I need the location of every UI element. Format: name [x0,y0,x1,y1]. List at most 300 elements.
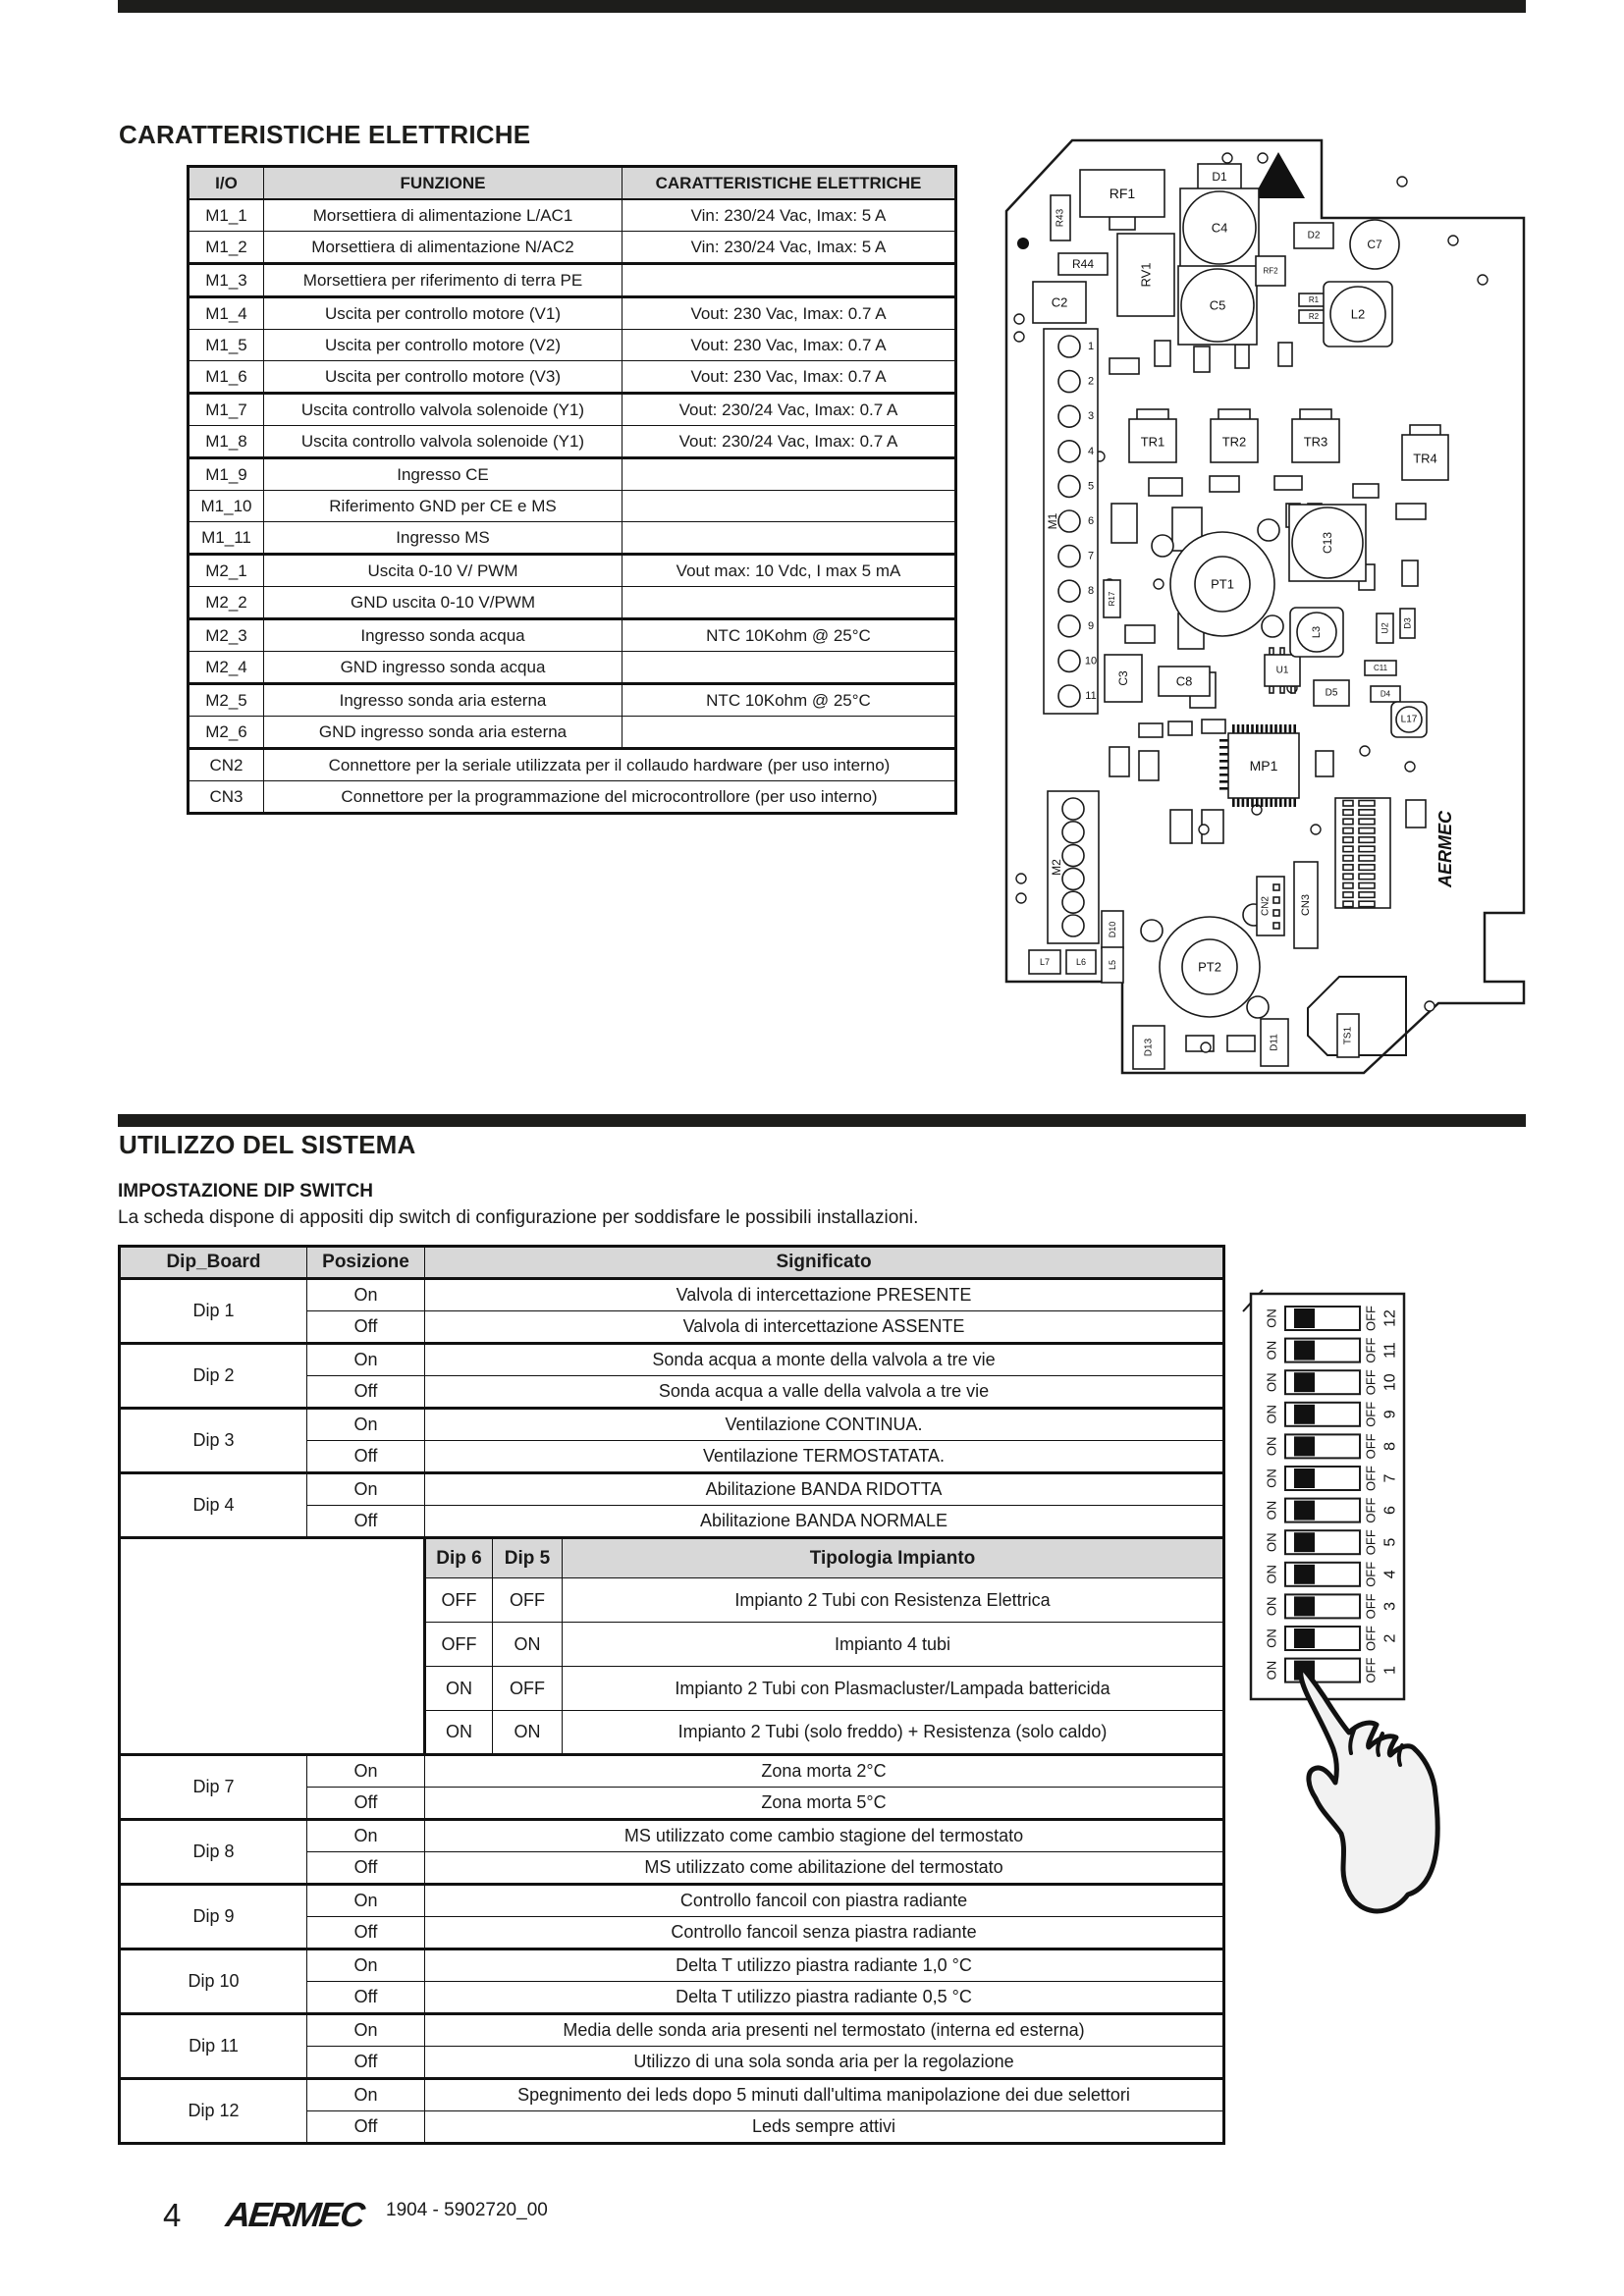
page-number: 4 [163,2197,182,2233]
significato-off-cell: MS utilizzato come abilitazione del termostato [425,1852,1224,1885]
board-pad [1210,476,1239,492]
table1-row [189,619,956,652]
tipologia-value-cell: Impianto 2 Tubi (solo freddo) + Resistenza (solo caldo) [563,1711,1224,1755]
dip-on-label: ON [1264,1308,1279,1328]
significato-off-cell: Zona morta 5°C [425,1788,1224,1820]
dip-label-cell: Dip 8 [120,1820,307,1885]
table1-row [189,199,956,232]
dip-on-label: ON [1264,1436,1279,1457]
tipologia-value-cell: Impianto 2 Tubi con Resistenza Elettrica [563,1578,1224,1623]
board-via [1199,825,1209,834]
posizione-off-cell: Off [307,1982,425,2014]
board-label-D2: D2 [1307,230,1321,241]
dip-label-cell: Dip 11 [120,2014,307,2079]
board-component-M2 [1048,791,1099,943]
board-label-M2: M2 [1050,859,1063,876]
dip-group-row [120,1473,1224,1506]
board-via [1405,762,1415,772]
board-component-CN3 [1294,862,1318,948]
significato-on-cell: Valvola di intercettazione PRESENTE [425,1279,1224,1311]
posizione-on-cell: On [307,2079,425,2111]
funzione-span-cell: Connettore per la programmazione del microcontrollore (per uso interno) [264,781,956,814]
board-label-RF2: RF2 [1263,266,1278,276]
board-label-R2: R2 [1308,312,1320,321]
board-pad [1406,800,1426,828]
dip-knob [1294,1436,1315,1456]
table1-header-io: I/O [189,167,264,200]
caratteristiche-cell: Vout: 230 Vac, Imax: 0.7 A [623,330,956,361]
table1-row [189,717,956,749]
table1-header-row [189,167,956,200]
board-component-C8 [1159,667,1210,696]
posizione-off-cell: Off [307,1506,425,1538]
board-component-RV1 [1117,234,1174,316]
table1-row [189,361,956,394]
significato-off-cell: Ventilazione TERMOSTATATA. [425,1441,1224,1473]
io-cell: M2_3 [189,619,264,652]
board-via [1311,825,1321,834]
dip-on-label: ON [1264,1468,1279,1488]
dip-knob [1294,1596,1315,1616]
caratteristiche-cell [623,717,956,749]
table1-row [189,684,956,717]
dip-number-label: 2 [1381,1633,1399,1643]
dip-knob [1294,1565,1315,1584]
board-label-C8: C8 [1175,673,1193,689]
board-via [1360,746,1370,756]
board-label-8: 8 [1087,585,1095,598]
posizione-off-cell: Off [307,1376,425,1409]
board-label-D5: D5 [1325,687,1338,699]
caratteristiche-cell [623,652,956,684]
caratteristiche-cell [623,458,956,491]
dip-number-label: 10 [1381,1373,1399,1392]
board-pad [1110,216,1135,230]
board-component-CN2 [1257,877,1284,935]
significato-header: Significato [425,1247,1224,1279]
tipologia-header: Tipologia Impianto [563,1538,1224,1578]
dip6-value-cell: OFF [425,1578,493,1623]
board-component-L6 [1066,950,1096,974]
caratteristiche-cell [623,264,956,297]
board-component-R17 [1104,580,1120,617]
posizione-off-cell: Off [307,1441,425,1473]
document-code: 1904 - 5902720_00 [386,2200,548,2220]
board-via [1478,275,1488,285]
board-component-D2 [1294,223,1333,248]
dip5-value-cell: ON [493,1623,563,1667]
dip-on-label: ON [1264,1500,1279,1521]
dip-number-label: 4 [1381,1570,1399,1579]
subtable-left-empty-cell [120,1538,425,1755]
board-component-C2 [1033,282,1086,323]
dip-label-cell: Dip 3 [120,1409,307,1473]
board-pad [1125,625,1155,643]
hand-outline [1301,1667,1438,1911]
board-label-L2: L2 [1350,306,1366,322]
board-label-4: 4 [1087,445,1095,457]
posizione-off-cell: Off [307,1852,425,1885]
board-component-R43 [1051,195,1070,240]
board-via [1222,153,1232,163]
dip-group-row [120,2079,1224,2111]
board-label-C5: C5 [1209,297,1226,313]
funzione-cell: GND ingresso sonda acqua [264,652,623,684]
table1-row [189,652,956,684]
funzione-cell: Morsettiera di alimentazione L/AC1 [264,199,623,232]
board-component-RF1 [1080,170,1164,217]
funzione-cell: Uscita per controllo motore (V2) [264,330,623,361]
funzione-cell: Riferimento GND per CE e MS [264,491,623,522]
board-pad [1110,747,1129,776]
dip-number-label: 9 [1381,1410,1399,1419]
posizione-header: Posizione [307,1247,425,1279]
board-label-C3: C3 [1116,670,1130,686]
board-pad [1396,504,1426,519]
board-via [1016,874,1026,883]
dip-group-row [120,1949,1224,1982]
caratteristiche-cell: Vin: 230/24 Vac, Imax: 5 A [623,199,956,232]
board-component-L17 [1391,702,1427,737]
board-label-D11: D11 [1269,1034,1280,1051]
dip-off-label: OFF [1363,1433,1379,1460]
board-label-U2: U2 [1380,622,1390,634]
dip-on-label: ON [1264,1629,1279,1648]
board-label-CN2: CN2 [1260,895,1272,917]
io-cell: M1_8 [189,426,264,458]
funzione-cell: Uscita controllo valvola solenoide (Y1) [264,426,623,458]
significato-on-cell: Abilitazione BANDA RIDOTTA [425,1473,1224,1506]
dip6-header: Dip 6 [425,1538,493,1578]
significato-off-cell: Controllo fancoil senza piastra radiante [425,1917,1224,1949]
io-cell: M2_1 [189,555,264,587]
board-component-C3 [1105,655,1142,702]
board-component-M1 [1044,329,1098,714]
board-pad [1235,345,1249,368]
board-label-R1: R1 [1308,295,1320,304]
significato-off-cell: Valvola di intercettazione ASSENTE [425,1311,1224,1344]
dip-off-label: OFF [1363,1497,1379,1523]
dip-label-cell: Dip 7 [120,1755,307,1820]
board-component-D4 [1371,686,1400,702]
board-component-C5 [1178,266,1257,345]
board-label-L17: L17 [1400,714,1418,725]
dip-off-label: OFF [1363,1561,1379,1587]
board-label-CN3: CN3 [1300,893,1312,917]
posizione-off-cell: Off [307,1917,425,1949]
board-component-C13 [1289,505,1366,581]
dip-knob [1294,1308,1315,1328]
posizione-on-cell: On [307,1344,425,1376]
caratteristiche-cell: Vin: 230/24 Vac, Imax: 5 A [623,232,956,264]
dip-label-cell: Dip 4 [120,1473,307,1538]
board-component-TS1 [1337,1014,1359,1057]
board-pad [1149,478,1182,496]
dip-switch-table [118,1245,1225,2145]
dip-number-label: 5 [1381,1537,1399,1547]
subtable-header-row [120,1538,1224,1578]
table1-row [189,555,956,587]
board-pad [1274,476,1302,490]
dip-knob [1294,1405,1315,1424]
dip-number-label: 3 [1381,1601,1399,1611]
io-cell: M1_2 [189,232,264,264]
board-component-L5 [1102,947,1123,983]
board-label-TR1: TR1 [1140,434,1165,450]
dip-off-label: OFF [1363,1626,1379,1651]
caratteristiche-cell: NTC 10Kohm @ 25°C [623,684,956,717]
board-component-D13 [1133,1026,1164,1069]
board-pad [1402,561,1418,586]
board-pad [1139,751,1159,780]
board-component-L3 [1290,608,1343,657]
board-label-MP1: MP1 [1249,758,1278,774]
dip-number-label: 1 [1381,1666,1399,1676]
significato-off-cell: Utilizzo di una sola sonda aria per la regolazione [425,2047,1224,2079]
table1-header-funzione: FUNZIONE [264,167,623,200]
dip-group-row [120,1344,1224,1376]
board-via [1201,1042,1211,1052]
board-label-TR3: TR3 [1303,434,1328,450]
caratteristiche-cell: Vout max: 10 Vdc, I max 5 mA [623,555,956,587]
board-label-TR2: TR2 [1221,434,1247,450]
board-via [1154,579,1164,589]
significato-off-cell: Abilitazione BANDA NORMALE [425,1506,1224,1538]
table1-row [189,749,956,781]
board-pad [1194,347,1210,372]
board-label-L3: L3 [1311,625,1323,639]
dip-knob [1294,1501,1315,1521]
table1-row [189,426,956,458]
board-label-RV1: RV1 [1138,262,1154,288]
dip6-value-cell: ON [425,1711,493,1755]
io-cell: M1_7 [189,394,264,426]
board-via [1014,332,1024,342]
table1-row [189,458,956,491]
aermec-logo: AERMEC [224,2196,365,2234]
section2-title: UTILIZZO DEL SISTEMA [119,1130,416,1159]
table1-header-caratteristiche: CARATTERISTICHE ELETTRICHE [623,167,956,200]
table1-row [189,491,956,522]
dip-number-label: 7 [1381,1473,1399,1483]
funzione-cell: GND uscita 0-10 V/PWM [264,587,623,619]
board-label-L6: L6 [1075,957,1087,967]
board-label-AERMEC: AERMEC [1435,810,1455,888]
board-pad [1202,720,1225,733]
dip-off-label: OFF [1363,1529,1379,1556]
board-label-D4: D4 [1380,689,1391,699]
io-cell: M2_2 [189,587,264,619]
funzione-cell: Uscita per controllo motore (V1) [264,297,623,330]
dip-off-label: OFF [1363,1466,1379,1491]
dip-number-label: 12 [1381,1309,1399,1327]
io-cell: M1_9 [189,458,264,491]
board-component-C4 [1180,188,1259,267]
board-component-C7 [1350,220,1399,269]
board-label-TS1: TS1 [1342,1026,1354,1045]
board-label-C11: C11 [1373,664,1388,672]
board-label-3: 3 [1087,410,1095,423]
funzione-cell: Ingresso CE [264,458,623,491]
section1-divider-bar [118,0,1526,13]
dip-knob [1294,1629,1315,1648]
dip-group-row [120,1885,1224,1917]
dip-switch-illustration [1239,1284,1504,1932]
posizione-on-cell: On [307,1885,425,1917]
posizione-on-cell: On [307,1949,425,1982]
pointing-hand-illustration [1301,1667,1438,1911]
posizione-on-cell: On [307,1409,425,1441]
board-label-R43: R43 [1055,208,1066,228]
dip6-value-cell: OFF [425,1623,493,1667]
board-component-D10 [1102,911,1123,948]
dip-knob [1294,1468,1315,1488]
dip-knob [1294,1532,1315,1552]
funzione-cell: Morsettiera di alimentazione N/AC2 [264,232,623,264]
board-pad [1168,721,1192,735]
significato-on-cell: Zona morta 2°C [425,1755,1224,1788]
table1-row [189,232,956,264]
section1-title: CARATTERISTICHE ELETTRICHE [119,120,531,149]
board-via [1448,236,1458,245]
section2-divider-bar [118,1114,1526,1127]
board-component-D3 [1400,609,1415,638]
caratteristiche-cell: Vout: 230 Vac, Imax: 0.7 A [623,297,956,330]
dip-off-label: OFF [1363,1306,1379,1331]
significato-on-cell: MS utilizzato come cambio stagione del termostato [425,1820,1224,1852]
board-label-PT1: PT1 [1211,576,1234,592]
posizione-on-cell: On [307,1755,425,1788]
table1-row [189,587,956,619]
dip-on-label: ON [1264,1372,1279,1392]
board-label-M1: M1 [1046,512,1059,530]
dip-switch-intro-text: La scheda dispone di appositi dip switch di configurazione per soddisfare le possibili installazioni. [118,1207,919,1228]
board-pad [1227,1036,1255,1051]
dip5-header: Dip 5 [493,1538,563,1578]
board-label-L5: L5 [1108,959,1117,971]
funzione-cell: Morsettiera per riferimento di terra PE [264,264,623,297]
dip-off-label: OFF [1363,1657,1379,1683]
dip-knob [1294,1372,1315,1392]
board-label-C2: C2 [1051,294,1068,310]
dip-on-label: ON [1264,1565,1279,1584]
posizione-off-cell: Off [307,1788,425,1820]
io-cell: M2_6 [189,717,264,749]
table1-row [189,264,956,297]
board-pad [1353,484,1379,498]
board-component-L2 [1324,282,1392,347]
dip-on-label: ON [1264,1340,1279,1361]
board-component-dip [1335,798,1390,908]
dip-group-row [120,1409,1224,1441]
io-cell: CN3 [189,781,264,814]
board-via [1016,893,1026,903]
circuit-board-diagram [962,123,1532,1075]
significato-off-cell: Leds sempre attivi [425,2111,1224,2144]
table1-row [189,330,956,361]
board-pad [1139,723,1163,737]
board-pad [1155,341,1170,366]
board-component-D1 [1198,164,1241,189]
caratteristiche-cell [623,587,956,619]
dip-on-label: ON [1264,1405,1279,1424]
significato-on-cell: Controllo fancoil con piastra radiante [425,1885,1224,1917]
significato-on-cell: Ventilazione CONTINUA. [425,1409,1224,1441]
dip-switch-subtitle: IMPOSTAZIONE DIP SWITCH [118,1181,374,1201]
io-cell: M1_6 [189,361,264,394]
dip-label-cell: Dip 12 [120,2079,307,2144]
io-cell: M1_4 [189,297,264,330]
dip-table-header-row [120,1247,1224,1279]
significato-on-cell: Delta T utilizzo piastra radiante 1,0 °C [425,1949,1224,1982]
posizione-on-cell: On [307,1820,425,1852]
table1-row [189,297,956,330]
posizione-on-cell: On [307,2014,425,2047]
significato-off-cell: Delta T utilizzo piastra radiante 0,5 °C [425,1982,1224,2014]
board-label-C7: C7 [1367,238,1382,251]
board-component-D11 [1261,1019,1288,1066]
board-pad [1278,343,1292,366]
table1-row [189,522,956,555]
board-component-L7 [1029,950,1060,974]
board-via [1425,1001,1435,1011]
board-pad [1170,810,1192,843]
board-label-9: 9 [1087,619,1095,632]
caratteristiche-cell: NTC 10Kohm @ 25°C [623,619,956,652]
dip5-value-cell: OFF [493,1667,563,1711]
dip-number-label: 8 [1381,1441,1399,1451]
dip-group-row [120,1279,1224,1311]
tipologia-value-cell: Impianto 4 tubi [563,1623,1224,1667]
board-label-7: 7 [1087,550,1095,562]
dip-off-label: OFF [1363,1337,1379,1363]
significato-on-cell: Spegnimento dei leds dopo 5 minuti dall'ultima manipolazione dei due selettori [425,2079,1224,2111]
table1-row [189,394,956,426]
funzione-cell: Uscita per controllo motore (V3) [264,361,623,394]
board-fiducial-dot [1017,238,1029,249]
dip-on-label: ON [1264,1596,1279,1617]
funzione-cell: Uscita controllo valvola solenoide (Y1) [264,394,623,426]
funzione-cell: Ingresso sonda acqua [264,619,623,652]
caratteristiche-cell: Vout: 230/24 Vac, Imax: 0.7 A [623,426,956,458]
funzione-cell: GND ingresso sonda aria esterna [264,717,623,749]
board-component-C11 [1365,661,1396,675]
significato-on-cell: Media delle sonda aria presenti nel termostato (interna ed esterna) [425,2014,1224,2047]
board-label-D1: D1 [1212,170,1227,184]
tipologia-value-cell: Impianto 2 Tubi con Plasmacluster/Lampada battericida [563,1667,1224,1711]
dip-label-cell: Dip 1 [120,1279,307,1344]
caratteristiche-cell: Vout: 230/24 Vac, Imax: 0.7 A [623,394,956,426]
board-component-U2 [1377,614,1393,643]
dip-knob [1294,1341,1315,1361]
significato-on-cell: Sonda acqua a monte della valvola a tre vie [425,1344,1224,1376]
board-label-C4: C4 [1211,220,1228,236]
board-pad [1110,358,1139,374]
funzione-cell: Ingresso sonda aria esterna [264,684,623,717]
board-component-RF2 [1256,256,1285,286]
dip-group-row [120,2014,1224,2047]
dip-group-row [120,1820,1224,1852]
board-component-D5 [1314,680,1349,706]
io-cell: CN2 [189,749,264,781]
board-component-R44 [1058,253,1108,275]
funzione-cell: Uscita 0-10 V/ PWM [264,555,623,587]
dip-off-label: OFF [1363,1593,1379,1620]
dip6-value-cell: ON [425,1667,493,1711]
dip-number-label: 6 [1381,1506,1399,1516]
board-label-L7: L7 [1039,957,1051,967]
board-label-U1: U1 [1275,665,1289,676]
